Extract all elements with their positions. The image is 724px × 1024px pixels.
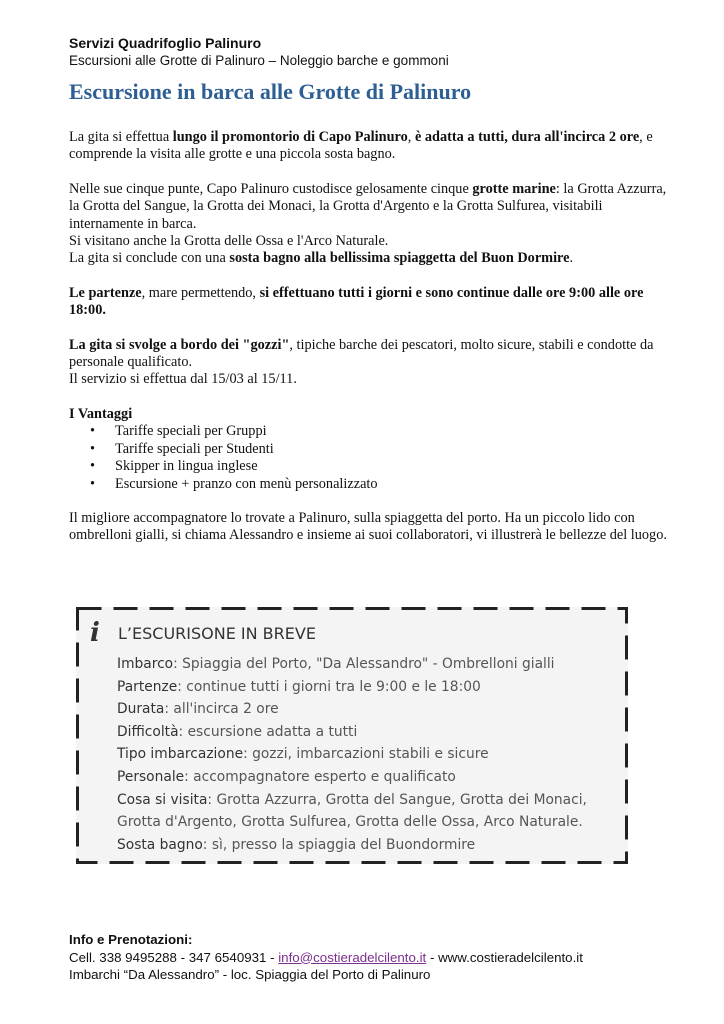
advantages-list — [69, 423, 673, 493]
footer-address: Imbarchi “Da Alessandro” - loc. Spiaggia del Porto di Palinuro — [69, 967, 431, 982]
summary-item-durata: Durata: all'incirca 2 ore — [117, 701, 279, 718]
header-subtitle: Escursioni alle Grotte di Palinuro – Noleggio barche e gommoni — [69, 53, 449, 68]
departures-paragraph: Le partenze, mare permettendo, si effettuano tutti i giorni e sono continue dalle ore 9:00 alle ore 18:00. — [69, 284, 644, 319]
guide-paragraph: Il migliore accompagnatore lo trovate a Palinuro, sulla spiaggetta del porto. Ha un piccolo lido con ombrelloni gialli, si chiama Alessandro e insieme ai suoi collaboratori, vi illustrerà le bellezze del luogo. — [69, 509, 667, 544]
list-item: • Tariffe speciali per Gruppi — [115, 423, 673, 440]
header-brand: Servizi Quadrifoglio Palinuro — [69, 35, 262, 51]
summary-item-personale: Personale: accompagnatore esperto e qualificato — [117, 768, 456, 785]
summary-item-imbarco: Imbarco: Spiaggia del Porto, "Da Alessandro" - Ombrelloni gialli — [117, 656, 555, 672]
email-link[interactable]: info@costieradelcilento.it — [278, 949, 427, 965]
page-title: Escursione in barca alle Grotte di Palinuro — [69, 79, 472, 104]
advantages-title: I Vantaggi — [69, 405, 133, 422]
document-body — [69, 129, 673, 545]
summary-item-cosa-si-visita: Cosa si visita: Grotta Azzurra, Grotta del Sangue, Grotta dei Monaci, Grotta d'Argento, Grotta Sulfurea, Grotta delle Ossa, Arco Naturale. — [117, 791, 587, 831]
summary-item-difficolta: Difficoltà: escursione adatta a tutti — [117, 723, 358, 740]
footer-contacts — [69, 949, 583, 967]
info-icon: i — [90, 618, 100, 648]
footer-title: Info e Prenotazioni: — [69, 932, 193, 947]
summary-title: L’ESCURISONE IN BREVE — [118, 624, 316, 643]
summary-box — [76, 607, 628, 864]
summary-item-sosta-bagno: Sosta bagno: sì, presso la spiaggia del Buondormire — [117, 836, 476, 853]
caves-paragraph: Nelle sue cinque punte, Capo Palinuro custodisce gelosamente cinque grotte marine: la Grotta Azzurra, la Grotta del Sangue, la Grotta dei Monaci, la Grotta d'Argento e la Grotta Sulfurea, visitabili internamente in barca. Si visitano anche la Grotta delle Ossa e l'Arco Naturale. La gita si conclude con una sosta bagno alla bellissima spiaggetta del Buon Dormire. — [69, 180, 667, 267]
summary-item-partenze: Partenze: continue tutti i giorni tra le 9:00 e le 18:00 — [117, 678, 481, 695]
list-item: • Skipper in lingua inglese — [115, 458, 673, 475]
summary-item-tipo-imbarcazione: Tipo imbarcazione: gozzi, imbarcazioni stabili e sicure — [117, 746, 489, 763]
intro-paragraph: La gita si effettua lungo il promontorio di Capo Palinuro, è adatta a tutti, dura all'incirca 2 ore, e comprende la visita alle grotte e una piccola sosta bagno. — [69, 129, 653, 163]
boats-paragraph: La gita si svolge a bordo dei "gozzi", tipiche barche dei pescatori, molto sicure, stabili e condotte da personale qualificato. Il servizio si effettua dal 15/03 al 15/11. — [69, 336, 654, 388]
footer-website: - www.costieradelcilento.it — [426, 949, 583, 965]
list-item: • Tariffe speciali per Studenti — [115, 441, 673, 458]
list-item: • Escursione + pranzo con menù personalizzato — [115, 476, 673, 493]
footer-phones: Cell. 338 9495288 - 347 6540931 - — [69, 949, 279, 965]
footer — [69, 931, 583, 984]
summary-list — [117, 653, 622, 856]
